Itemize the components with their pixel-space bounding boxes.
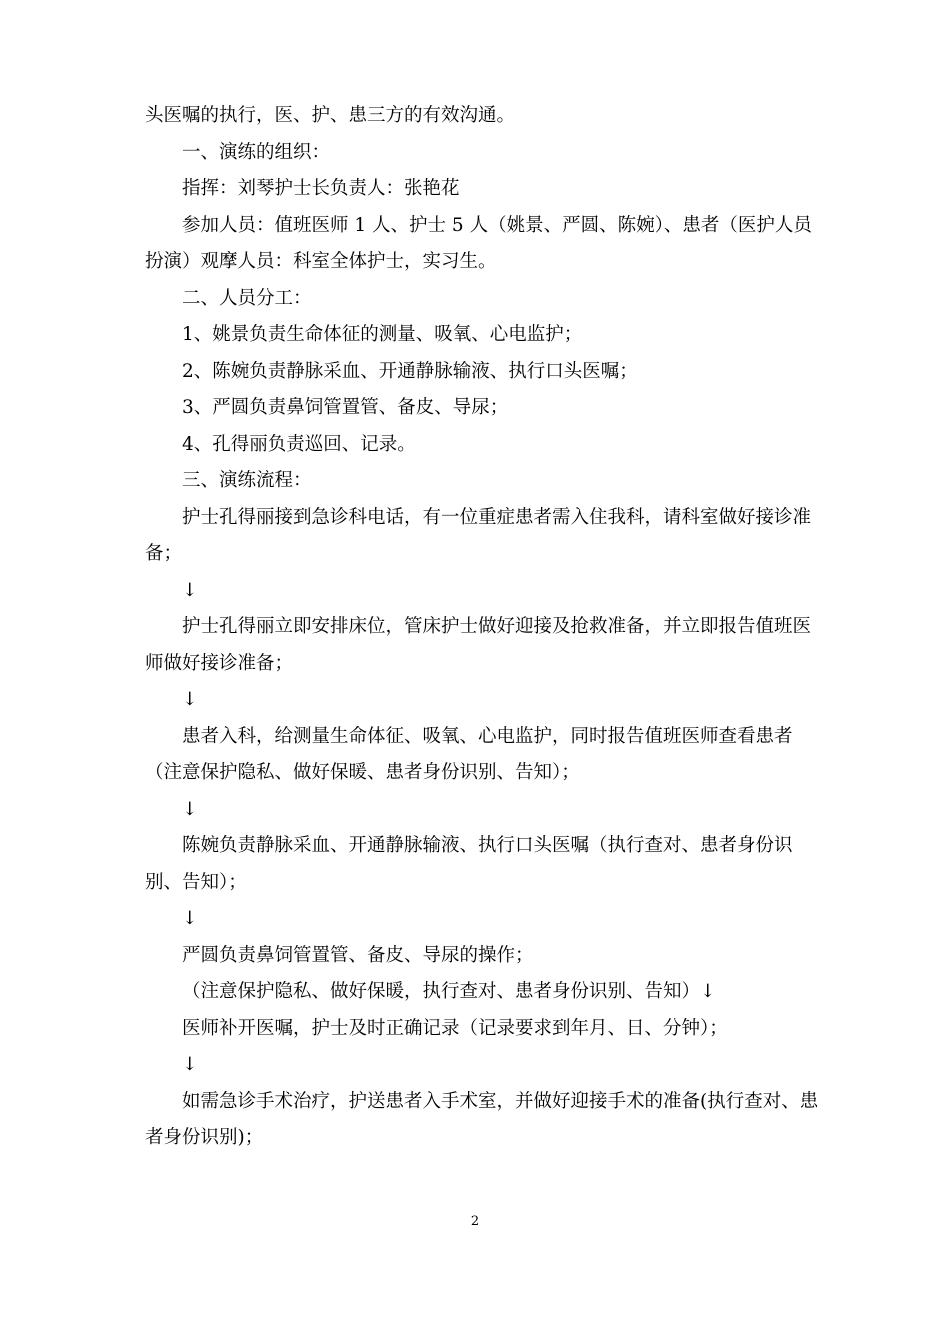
process-arrow-2: ↓ — [182, 689, 198, 710]
paragraph-continuation: 头医嘱的执行，医、护、患三方的有效沟通。 — [145, 105, 516, 126]
document-body — [145, 98, 825, 1157]
list-item-duty-1: 1、姚景负责生命体征的测量、吸氧、心电监护； — [182, 324, 583, 345]
section-heading-division: 二、人员分工： — [182, 287, 312, 309]
section-heading-process: 三、演练流程： — [182, 470, 312, 491]
process-arrow-3: ↓ — [182, 798, 198, 820]
process-step-7: 如需急诊手术治疗，护送患者入手术室，并做好迎接手术的准备(执行查对、患者身份识别)； — [145, 1090, 819, 1148]
process-step-2: 护士孔得丽立即安排床位，管床护士做好迎接及抢救准备，并立即报告值班医师做好接诊准备； — [145, 616, 812, 674]
list-item-duty-4: 4、孔得丽负责巡回、记录。 — [182, 433, 416, 455]
process-step-5-note: （注意保护隐私、做好保暖，执行查对、患者身份识别、告知）↓ — [182, 981, 716, 1002]
page-number: 2 — [470, 1214, 480, 1229]
paragraph-commander: 指挥：刘琴护士长负责人：张艳花 — [182, 178, 460, 199]
process-arrow-1: ↓ — [182, 579, 198, 601]
process-step-1: 护士孔得丽接到急诊科电话，有一位重症患者需入住我科，请科室做好接诊准备； — [145, 506, 812, 564]
list-item-duty-3: 3、严圆负责鼻饲管置管、备皮、导尿； — [182, 397, 509, 418]
section-heading-organization: 一、演练的组织： — [182, 141, 331, 163]
paragraph-participants: 参加人员：值班医师 1 人、护士 5 人（姚景、严圆、陈婉）、患者（医护人员扮演）观摩人员：科室全体护士，实习生。 — [145, 214, 812, 272]
process-arrow-6: ↓ — [182, 1054, 198, 1075]
process-step-4: 陈婉负责静脉采血、开通静脉输液、执行口头医嘱（执行查对、患者身份识别、告知）； — [145, 835, 793, 893]
process-step-6: 医师补开医嘱，护士及时正确记录（记录要求到年月、日、分钟）； — [182, 1017, 728, 1039]
list-item-duty-2: 2、陈婉负责静脉采血、开通静脉输液、执行口头医嘱； — [182, 360, 638, 382]
process-step-3: 患者入科，给测量生命体征、吸氧、心电监护，同时报告值班医师查看患者（注意保护隐私、做好保暖、患者身份识别、告知）； — [145, 725, 793, 783]
process-step-5: 严圆负责鼻饲管置管、备皮、导尿的操作； — [182, 944, 534, 966]
process-arrow-4: ↓ — [182, 908, 198, 929]
